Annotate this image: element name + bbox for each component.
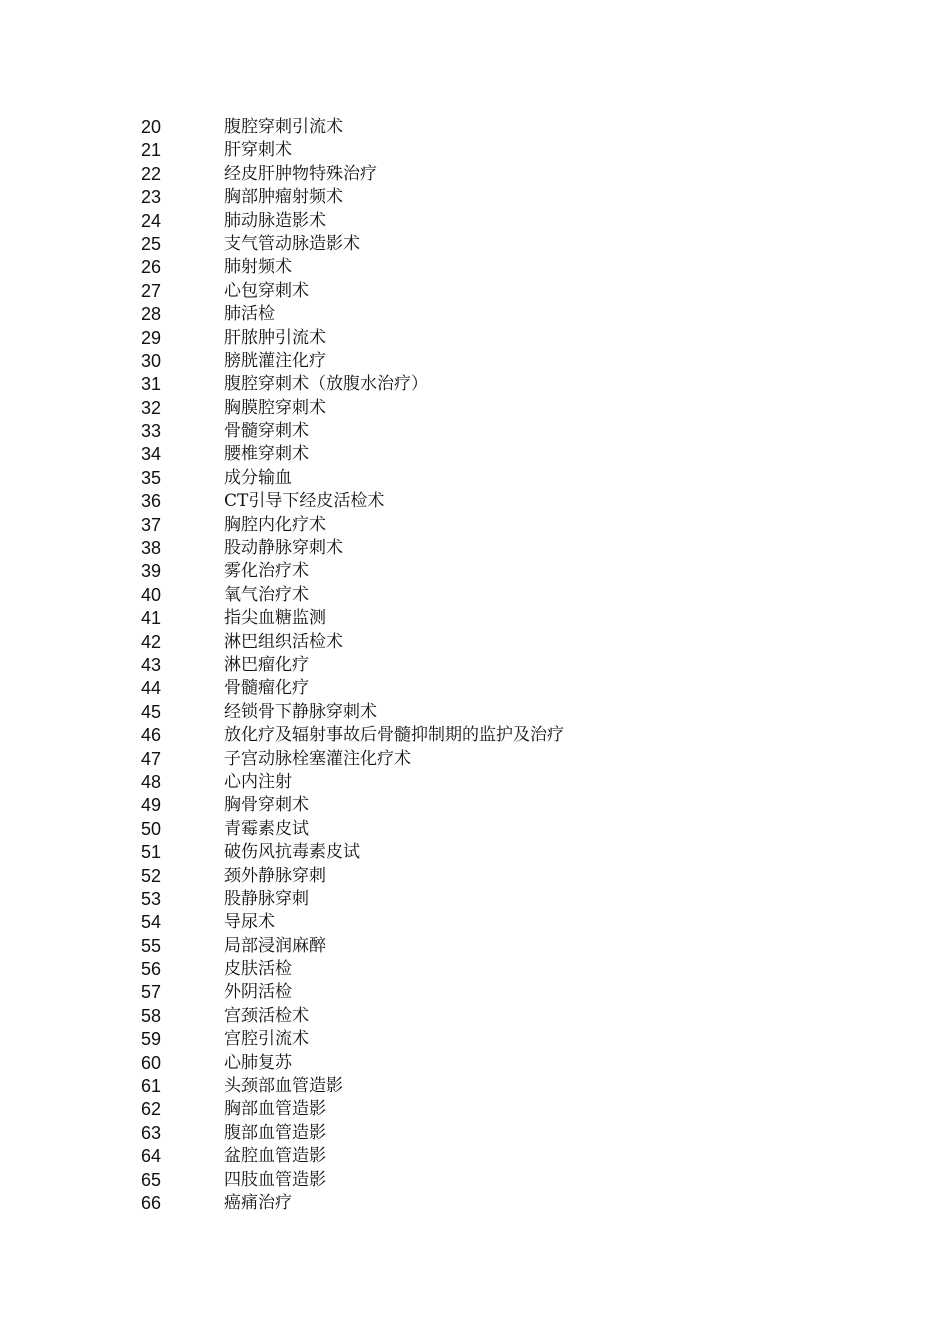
list-item bbox=[141, 1192, 861, 1215]
item-number: 31 bbox=[141, 374, 162, 395]
item-number: 39 bbox=[141, 561, 162, 582]
item-name: 腰椎穿刺术 bbox=[224, 444, 309, 465]
list-item bbox=[141, 1075, 861, 1098]
item-name: 胸骨穿刺术 bbox=[224, 795, 309, 816]
item-name: 股动静脉穿刺术 bbox=[224, 538, 343, 559]
list-item bbox=[141, 116, 861, 139]
list-item bbox=[141, 794, 861, 817]
item-number: 51 bbox=[141, 842, 162, 863]
list-item bbox=[141, 373, 861, 396]
list-item bbox=[141, 1052, 861, 1075]
item-number: 41 bbox=[141, 608, 162, 629]
item-name: 放化疗及辐射事故后骨髓抑制期的监护及治疗 bbox=[224, 725, 564, 746]
item-number: 21 bbox=[141, 140, 162, 161]
item-number: 48 bbox=[141, 771, 162, 792]
list-item bbox=[141, 841, 861, 864]
list-item bbox=[141, 280, 861, 303]
item-name: 外阴活检 bbox=[224, 982, 292, 1003]
item-name: 经皮肝肿物特殊治疗 bbox=[224, 163, 377, 184]
item-name: 四肢血管造影 bbox=[224, 1169, 326, 1190]
list-item bbox=[141, 397, 861, 420]
list-item bbox=[141, 467, 861, 490]
item-name: 骨髓穿刺术 bbox=[224, 421, 309, 442]
list-item bbox=[141, 350, 861, 373]
item-number: 28 bbox=[141, 304, 162, 325]
item-name: 雾化治疗术 bbox=[224, 561, 309, 582]
list-item bbox=[141, 514, 861, 537]
list-item bbox=[141, 1122, 861, 1145]
item-name: 局部浸润麻醉 bbox=[224, 935, 326, 956]
list-item bbox=[141, 1145, 861, 1168]
item-name: 肝脓肿引流术 bbox=[224, 327, 326, 348]
item-number: 63 bbox=[141, 1122, 162, 1143]
list-item bbox=[141, 1005, 861, 1028]
item-number: 59 bbox=[141, 1029, 162, 1050]
item-number: 35 bbox=[141, 467, 162, 488]
item-number: 25 bbox=[141, 233, 162, 254]
item-number: 50 bbox=[141, 818, 162, 839]
item-name: 心肺复苏 bbox=[224, 1052, 292, 1073]
list-item bbox=[141, 701, 861, 724]
item-name: 宫颈活检术 bbox=[224, 1005, 309, 1026]
item-name: 盆腔血管造影 bbox=[224, 1146, 326, 1167]
item-number: 32 bbox=[141, 397, 162, 418]
list-item bbox=[141, 818, 861, 841]
item-name: 胸部肿瘤射频术 bbox=[224, 187, 343, 208]
item-name: 淋巴组织活检术 bbox=[224, 631, 343, 652]
list-item bbox=[141, 256, 861, 279]
item-name: 腹腔穿刺引流术 bbox=[224, 117, 343, 137]
list-item bbox=[141, 233, 861, 256]
item-number: 64 bbox=[141, 1146, 162, 1167]
list-item bbox=[141, 537, 861, 560]
item-number: 26 bbox=[141, 257, 162, 278]
item-name: 腹腔穿刺术（放腹水治疗） bbox=[224, 374, 428, 395]
item-name: 膀胱灌注化疗 bbox=[224, 350, 326, 371]
list-item bbox=[141, 1098, 861, 1121]
list-item bbox=[141, 748, 861, 771]
item-name: 经锁骨下静脉穿刺术 bbox=[224, 701, 377, 722]
list-item bbox=[141, 958, 861, 981]
item-name: 心包穿刺术 bbox=[224, 280, 309, 301]
list-item bbox=[141, 771, 861, 794]
item-number: 24 bbox=[141, 210, 162, 231]
list-item bbox=[141, 654, 861, 677]
item-number: 38 bbox=[141, 538, 162, 559]
item-name: 胸膜腔穿刺术 bbox=[224, 397, 326, 418]
list-item bbox=[141, 420, 861, 443]
item-name: 皮肤活检 bbox=[224, 959, 292, 980]
item-name: 胸部血管造影 bbox=[224, 1099, 326, 1120]
item-number: 29 bbox=[141, 327, 162, 348]
item-number: 23 bbox=[141, 187, 162, 208]
procedure-list bbox=[141, 116, 861, 1215]
item-number: 52 bbox=[141, 865, 162, 886]
item-name: 心内注射 bbox=[224, 771, 292, 792]
item-name: 肝穿刺术 bbox=[224, 140, 292, 161]
item-number: 30 bbox=[141, 350, 162, 371]
item-number: 37 bbox=[141, 514, 162, 535]
item-number: 62 bbox=[141, 1099, 162, 1120]
list-item bbox=[141, 935, 861, 958]
list-item bbox=[141, 560, 861, 583]
list-item bbox=[141, 584, 861, 607]
item-name: 肺活检 bbox=[224, 304, 275, 325]
item-name: 头颈部血管造影 bbox=[224, 1076, 343, 1097]
list-item bbox=[141, 677, 861, 700]
list-item bbox=[141, 490, 861, 513]
item-name: 股静脉穿刺 bbox=[224, 888, 309, 909]
item-number: 44 bbox=[141, 678, 162, 699]
item-number: 43 bbox=[141, 654, 162, 675]
item-number: 34 bbox=[141, 444, 162, 465]
item-name: 淋巴瘤化疗 bbox=[224, 654, 309, 675]
item-number: 22 bbox=[141, 163, 162, 184]
item-name: 子宫动脉栓塞灌注化疗术 bbox=[224, 748, 411, 769]
item-number: 55 bbox=[141, 935, 162, 956]
item-name: 青霉素皮试 bbox=[224, 818, 309, 839]
item-number: 42 bbox=[141, 631, 162, 652]
list-item bbox=[141, 210, 861, 233]
item-number: 40 bbox=[141, 584, 162, 605]
list-item bbox=[141, 865, 861, 888]
item-number: 54 bbox=[141, 912, 162, 933]
item-number: 27 bbox=[141, 280, 162, 301]
item-number: 61 bbox=[141, 1076, 162, 1097]
item-name: 成分输血 bbox=[224, 467, 292, 488]
list-item bbox=[141, 303, 861, 326]
item-name: 肺动脉造影术 bbox=[224, 210, 326, 231]
item-number: 49 bbox=[141, 795, 162, 816]
item-name: 癌痛治疗 bbox=[224, 1192, 292, 1213]
item-number: 57 bbox=[141, 982, 162, 1003]
item-name: 腹部血管造影 bbox=[224, 1122, 326, 1143]
item-number: 65 bbox=[141, 1169, 162, 1190]
item-number: 36 bbox=[141, 491, 162, 512]
item-name: 肺射频术 bbox=[224, 257, 292, 278]
item-number: 56 bbox=[141, 959, 162, 980]
item-name: 骨髓瘤化疗 bbox=[224, 678, 309, 699]
list-item bbox=[141, 981, 861, 1004]
item-name: 导尿术 bbox=[224, 912, 275, 933]
list-item bbox=[141, 607, 861, 630]
item-number: 20 bbox=[141, 117, 162, 137]
list-item bbox=[141, 911, 861, 934]
item-number: 33 bbox=[141, 421, 162, 442]
list-item bbox=[141, 724, 861, 747]
item-name: 指尖血糖监测 bbox=[224, 608, 326, 629]
item-name: 支气管动脉造影术 bbox=[224, 233, 360, 254]
item-number: 47 bbox=[141, 748, 162, 769]
list-item bbox=[141, 443, 861, 466]
list-item bbox=[141, 1028, 861, 1051]
list-item bbox=[141, 139, 861, 162]
list-item bbox=[141, 327, 861, 350]
list-item bbox=[141, 631, 861, 654]
item-name: 宫腔引流术 bbox=[224, 1029, 309, 1050]
item-name: CT引导下经皮活检术 bbox=[224, 491, 385, 512]
item-number: 60 bbox=[141, 1052, 162, 1073]
list-item bbox=[141, 888, 861, 911]
item-name: 氧气治疗术 bbox=[224, 584, 309, 605]
item-name: 胸腔内化疗术 bbox=[224, 514, 326, 535]
list-item bbox=[141, 1169, 861, 1192]
item-number: 66 bbox=[141, 1192, 162, 1213]
item-name: 颈外静脉穿刺 bbox=[224, 865, 326, 886]
list-item bbox=[141, 163, 861, 186]
item-number: 53 bbox=[141, 888, 162, 909]
item-number: 46 bbox=[141, 725, 162, 746]
item-number: 45 bbox=[141, 701, 162, 722]
item-number: 58 bbox=[141, 1005, 162, 1026]
item-name: 破伤风抗毒素皮试 bbox=[224, 842, 360, 863]
list-item bbox=[141, 186, 861, 209]
